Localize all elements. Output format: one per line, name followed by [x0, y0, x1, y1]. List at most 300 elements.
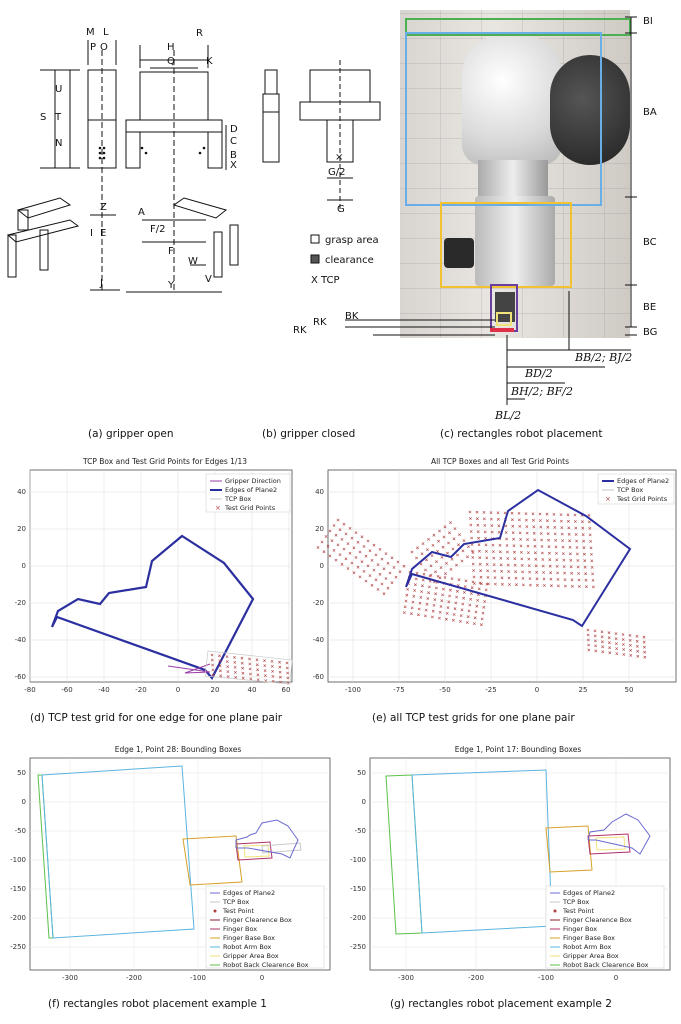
- test-grid-point: [416, 572, 418, 574]
- test-grid-point: [525, 519, 527, 521]
- test-grid-point: [591, 566, 593, 568]
- test-grid-point: [473, 576, 475, 578]
- test-grid-point: [442, 546, 444, 548]
- test-grid-point: [450, 568, 452, 570]
- test-grid-point: [608, 647, 610, 649]
- finger-base-box-f: [183, 836, 242, 885]
- legend-g-1: TCP Box: [563, 898, 590, 906]
- test-grid-point: [426, 548, 428, 550]
- label-BA: BA: [643, 107, 657, 118]
- test-grid-point: [547, 533, 549, 535]
- legend-g-3: Finger Clearence Box: [563, 916, 632, 924]
- test-grid-point: [349, 552, 351, 554]
- test-grid-point: [476, 511, 478, 513]
- plot-d-legend: [206, 474, 290, 512]
- test-grid-point: [561, 539, 563, 541]
- test-grid-point: [475, 611, 477, 613]
- test-grid-point: [479, 570, 481, 572]
- test-grid-point: [339, 553, 341, 555]
- xtick-g-0: -300: [398, 974, 414, 982]
- test-grid-point: [429, 575, 431, 577]
- test-grid-point: [248, 658, 250, 660]
- test-grid-point: [462, 597, 464, 599]
- label-X: X: [230, 160, 237, 171]
- xtick-d-4: 0: [175, 686, 181, 694]
- test-grid-point: [227, 670, 229, 672]
- plot-d-title: TCP Box and Test Grid Points for Edges 1/13: [82, 457, 248, 466]
- legend-g-5: Finger Base Box: [563, 934, 616, 942]
- ytick-e-2: 0: [319, 562, 324, 570]
- test-grid-point: [335, 559, 337, 561]
- test-grid-point: [241, 667, 243, 669]
- test-grid-point: [542, 558, 544, 560]
- test-grid-point: [501, 583, 503, 585]
- test-grid-point: [451, 558, 453, 560]
- test-grid-point: [534, 552, 536, 554]
- test-grid-point: [533, 526, 535, 528]
- label-R: R: [196, 28, 203, 39]
- legend-f-4: Finger Box: [223, 925, 258, 933]
- test-grid-point: [643, 636, 645, 638]
- test-grid-point: [331, 540, 333, 542]
- test-grid-point: [575, 533, 577, 535]
- test-grid-point: [590, 553, 592, 555]
- plane-edges: [52, 536, 253, 678]
- test-grid-point: [227, 675, 229, 677]
- test-grid-point: [494, 576, 496, 578]
- test-grid-point: [440, 566, 442, 568]
- label-L: L: [103, 27, 109, 38]
- test-grid-point: [506, 544, 508, 546]
- test-grid-point: [601, 641, 603, 643]
- ytick-g-4: -150: [350, 885, 366, 893]
- caption-d: (d) TCP test grid for one edge for one plane pair: [30, 712, 283, 724]
- label-A: A: [138, 207, 145, 218]
- legend-g-4: Finger Box: [563, 925, 598, 933]
- test-grid-point: [483, 518, 485, 520]
- test-grid-point: [438, 530, 440, 532]
- ytick-d-5: -60: [14, 673, 26, 681]
- test-grid-point: [391, 557, 393, 559]
- test-grid-point: [445, 562, 447, 564]
- test-grid-point: [337, 544, 339, 546]
- test-grid-point: [422, 579, 424, 581]
- test-grid-point: [601, 646, 603, 648]
- test-grid-point: [420, 596, 422, 598]
- test-grid-point: [594, 630, 596, 632]
- test-grid-point: [264, 674, 266, 676]
- legend-g-2: Test Point: [563, 907, 595, 915]
- legend-d-1: Edges of Plane2: [225, 486, 278, 494]
- test-grid-point: [226, 655, 228, 657]
- test-grid-point: [486, 563, 488, 565]
- test-grid-point: [476, 605, 478, 607]
- test-grid-point: [343, 548, 345, 550]
- test-grid-point: [547, 526, 549, 528]
- test-grid-point: [395, 576, 397, 578]
- test-grid-point: [359, 551, 361, 553]
- test-grid-point: [643, 646, 645, 648]
- label-RK-2: RK: [313, 317, 327, 328]
- test-grid-point: [263, 659, 265, 661]
- test-grid-point: [242, 677, 244, 679]
- test-grid-point: [589, 534, 591, 536]
- test-grid-point: [279, 666, 281, 668]
- test-grid-point: [574, 520, 576, 522]
- test-grid-point: [615, 632, 617, 634]
- legend-e-0: Edges of Plane2: [617, 477, 670, 485]
- plot-g-xticks: [398, 974, 618, 982]
- plot-e-yticks: [313, 488, 324, 681]
- test-grid-point: [454, 608, 456, 610]
- test-grid-point: [473, 582, 475, 584]
- legend-tcp: X TCP: [311, 275, 340, 286]
- test-grid-point: [511, 519, 513, 521]
- test-grid-point: [383, 593, 385, 595]
- test-grid-point: [507, 570, 509, 572]
- xtick-d-5: 20: [210, 686, 220, 694]
- test-grid-point: [526, 525, 528, 527]
- test-grid-point: [540, 539, 542, 541]
- test-grid-point: [486, 557, 488, 559]
- caption-a: (a) gripper open: [88, 428, 174, 440]
- test-grid-point: [615, 647, 617, 649]
- bbox-legend-g: [546, 886, 664, 969]
- test-grid-point: [466, 621, 468, 623]
- test-grid-point: [535, 571, 537, 573]
- test-grid-point: [335, 534, 337, 536]
- test-grid-point: [520, 545, 522, 547]
- test-grid-point: [329, 555, 331, 557]
- test-grid-point: [345, 533, 347, 535]
- test-grid-point: [493, 570, 495, 572]
- test-grid-point: [497, 512, 499, 514]
- test-grid-point: [431, 554, 433, 556]
- test-grid-point: [554, 526, 556, 528]
- test-grid-point: [526, 532, 528, 534]
- test-grid-point: [432, 544, 434, 546]
- test-grid-point: [361, 561, 363, 563]
- caption-b: (b) gripper closed: [262, 428, 356, 440]
- test-grid-point: [522, 577, 524, 579]
- test-grid-point: [416, 547, 418, 549]
- label-RK: RK: [293, 325, 307, 336]
- plot-g: [340, 740, 680, 985]
- test-grid-point: [483, 606, 485, 608]
- test-grid-point: [404, 606, 406, 608]
- test-grid-point: [553, 513, 555, 515]
- test-grid-point: [256, 664, 258, 666]
- xtick-d-2: -40: [98, 686, 110, 694]
- test-grid-point: [622, 633, 624, 635]
- right-jaw: [208, 132, 222, 168]
- ytick-f-4: -150: [10, 885, 26, 893]
- test-grid-point: [505, 538, 507, 540]
- test-grid-point: [359, 576, 361, 578]
- robot-dimension-overlay: [285, 5, 681, 425]
- test-grid-point: [428, 586, 430, 588]
- test-grid-point: [456, 554, 458, 556]
- ytick-g-0: 50: [357, 769, 366, 777]
- bbox-legend-f: [206, 886, 324, 969]
- test-grid-point: [437, 540, 439, 542]
- test-grid-point: [365, 580, 367, 582]
- test-grid-point: [513, 551, 515, 553]
- test-grid-point: [478, 544, 480, 546]
- label-F2: F/2: [150, 224, 166, 235]
- robot-arm-box-g: [412, 770, 552, 933]
- xtick-g-2: -100: [538, 974, 554, 982]
- test-grid-point: [484, 537, 486, 539]
- test-grid-point: [385, 552, 387, 554]
- legend-f-3: Finger Clearence Box: [223, 916, 292, 924]
- test-grid-point: [567, 520, 569, 522]
- test-grid-point: [439, 611, 441, 613]
- test-grid-point: [554, 539, 556, 541]
- test-grid-point: [477, 524, 479, 526]
- label-N: N: [55, 138, 63, 149]
- test-grid-point: [424, 569, 426, 571]
- plot-g-yticks: [350, 769, 366, 951]
- test-grid-point: [519, 532, 521, 534]
- test-grid-point: [431, 616, 433, 618]
- ytick-d-2: 0: [21, 562, 26, 570]
- legend-d-3: Test Grid Points: [225, 504, 276, 512]
- test-grid-point: [212, 669, 214, 671]
- test-grid-point: [393, 566, 395, 568]
- test-grid-point: [589, 540, 591, 542]
- test-grid-point: [347, 567, 349, 569]
- test-grid-point: [584, 566, 586, 568]
- label-BD: BD/2: [525, 367, 553, 380]
- label-S: S: [40, 112, 47, 123]
- test-grid-point: [233, 656, 235, 658]
- test-grid-point: [415, 578, 417, 580]
- test-grid-point: [591, 560, 593, 562]
- test-grid-point: [602, 651, 604, 653]
- test-grid-point: [371, 559, 373, 561]
- test-grid-point: [477, 531, 479, 533]
- test-grid-point: [601, 636, 603, 638]
- test-grid-point: [325, 535, 327, 537]
- legend-f-8: Robot Back Clearence Box: [223, 961, 309, 969]
- test-grid-point: [241, 657, 243, 659]
- test-grid-point: [373, 569, 375, 571]
- xtick-f-1: -200: [126, 974, 142, 982]
- test-grid-point: [411, 551, 413, 553]
- test-grid-point: [337, 519, 339, 521]
- test-grid-point: [557, 578, 559, 580]
- test-grid-point: [441, 556, 443, 558]
- test-grid-point: [427, 592, 429, 594]
- test-grid-point: [493, 563, 495, 565]
- test-grid-point: [440, 605, 442, 607]
- test-grid-point: [615, 642, 617, 644]
- xtick-e-1: -75: [393, 686, 405, 694]
- test-grid-point: [433, 534, 435, 536]
- test-grid-point: [643, 641, 645, 643]
- test-grid-point: [525, 512, 527, 514]
- test-grid-point: [570, 572, 572, 574]
- test-grid-point: [540, 532, 542, 534]
- test-grid-point: [543, 578, 545, 580]
- test-grid-point: [462, 550, 464, 552]
- test-grid-point: [569, 553, 571, 555]
- label-BH-BF: BH/2; BF/2: [511, 385, 574, 398]
- xtick-e-2: -50: [439, 686, 451, 694]
- test-grid-point: [381, 583, 383, 585]
- test-grid-point: [563, 559, 565, 561]
- test-grid-point: [375, 579, 377, 581]
- ytick-g-2: -50: [354, 827, 366, 835]
- test-grid-point: [467, 616, 469, 618]
- test-grid-point: [421, 585, 423, 587]
- test-grid-point: [539, 519, 541, 521]
- test-grid-point: [455, 596, 457, 598]
- test-grid-point: [234, 666, 236, 668]
- test-grid-point: [271, 660, 273, 662]
- label-V: V: [205, 274, 212, 285]
- test-grid-point: [498, 525, 500, 527]
- test-grid-point: [211, 654, 213, 656]
- caption-g: (g) rectangles robot placement example 2: [390, 998, 612, 1010]
- test-grid-point: [608, 637, 610, 639]
- test-grid-point: [505, 531, 507, 533]
- label-U: U: [55, 84, 63, 95]
- test-grid-point: [476, 518, 478, 520]
- test-grid-point: [576, 546, 578, 548]
- test-grid-point: [557, 585, 559, 587]
- label-E: E: [100, 228, 107, 239]
- test-grid-point: [546, 513, 548, 515]
- test-grid-point: [609, 652, 611, 654]
- test-grid-point: [563, 572, 565, 574]
- plot-f-yticks: [10, 769, 26, 951]
- test-grid-point: [427, 538, 429, 540]
- test-grid-point: [529, 584, 531, 586]
- test-grid-point: [365, 555, 367, 557]
- test-grid-point: [379, 573, 381, 575]
- test-grid-point: [470, 592, 472, 594]
- ytick-f-0: 50: [17, 769, 26, 777]
- test-grid-point: [629, 639, 631, 641]
- test-grid-point: [485, 589, 487, 591]
- test-grid-point: [588, 649, 590, 651]
- test-grid-point: [476, 599, 478, 601]
- test-grid-point: [499, 544, 501, 546]
- xtick-e-5: 25: [578, 686, 588, 694]
- test-grid-point: [373, 544, 375, 546]
- test-grid-point: [590, 547, 592, 549]
- test-grid-point: [519, 525, 521, 527]
- test-grid-point: [410, 613, 412, 615]
- test-grid-point: [493, 557, 495, 559]
- test-grid-point: [405, 600, 407, 602]
- test-grid-point: [375, 554, 377, 556]
- test-grid-point: [556, 565, 558, 567]
- test-grid-point: [345, 558, 347, 560]
- plane-edges-e: [406, 490, 630, 626]
- test-grid-point: [459, 620, 461, 622]
- test-grid-point: [522, 584, 524, 586]
- ytick-g-6: -250: [350, 943, 366, 951]
- test-grid-point: [556, 572, 558, 574]
- test-grid-point: [644, 656, 646, 658]
- test-grid-point: [234, 661, 236, 663]
- tcp-mark: ×: [335, 152, 344, 163]
- test-grid-point: [578, 579, 580, 581]
- left-jaw: [126, 132, 140, 168]
- test-grid-point: [323, 551, 325, 553]
- legend-f-2: Test Point: [223, 907, 255, 915]
- xtick-d-3: -20: [135, 686, 147, 694]
- test-grid-point: [452, 619, 454, 621]
- test-grid-point: [528, 564, 530, 566]
- test-grid-point: [466, 556, 468, 558]
- test-grid-point: [505, 525, 507, 527]
- test-grid-point: [369, 550, 371, 552]
- label-W: W: [188, 256, 198, 267]
- test-grid-point: [585, 586, 587, 588]
- test-grid-point: [278, 661, 280, 663]
- test-grid-point: [571, 585, 573, 587]
- test-grid-point: [472, 569, 474, 571]
- test-grid-point: [249, 663, 251, 665]
- test-grid-point: [460, 614, 462, 616]
- test-grid-point: [588, 514, 590, 516]
- test-grid-point: [357, 541, 359, 543]
- test-grid-point: [515, 584, 517, 586]
- test-grid-point: [377, 588, 379, 590]
- label-G2: G/2: [328, 167, 346, 178]
- test-grid-point: [449, 521, 451, 523]
- ytick-f-2: -50: [14, 827, 26, 835]
- test-grid-point: [549, 572, 551, 574]
- test-grid-point: [434, 593, 436, 595]
- legend-g-8: Robot Back Clearence Box: [563, 961, 649, 969]
- test-grid-point: [514, 571, 516, 573]
- test-grid-point: [555, 546, 557, 548]
- test-grid-point: [527, 551, 529, 553]
- test-grid-point: [588, 521, 590, 523]
- test-grid-point: [226, 660, 228, 662]
- test-grid-point: [512, 538, 514, 540]
- test-grid-point: [415, 557, 417, 559]
- ytick-d-1: 20: [17, 525, 26, 533]
- test-grid-point: [482, 612, 484, 614]
- test-grid-point: [568, 527, 570, 529]
- test-grid-point: [480, 576, 482, 578]
- label-F: F: [168, 246, 174, 257]
- test-grid-point: [508, 583, 510, 585]
- test-grid-point: [484, 524, 486, 526]
- test-grid-point: [383, 568, 385, 570]
- legend-d-0: Gripper Direction: [225, 477, 281, 485]
- test-grid-point: [447, 606, 449, 608]
- test-grid-point: [264, 664, 266, 666]
- test-grid-point: [554, 533, 556, 535]
- test-grid-point: [508, 577, 510, 579]
- test-grid-point: [636, 650, 638, 652]
- caption-e: (e) all TCP test grids for one plane pair: [372, 712, 575, 724]
- test-grid-point: [461, 560, 463, 562]
- test-grid-point: [492, 544, 494, 546]
- test-grid-point: [636, 635, 638, 637]
- test-grid-point: [411, 607, 413, 609]
- test-grid-point: [529, 577, 531, 579]
- legend-g-0: Edges of Plane2: [563, 889, 616, 897]
- test-grid-point: [487, 576, 489, 578]
